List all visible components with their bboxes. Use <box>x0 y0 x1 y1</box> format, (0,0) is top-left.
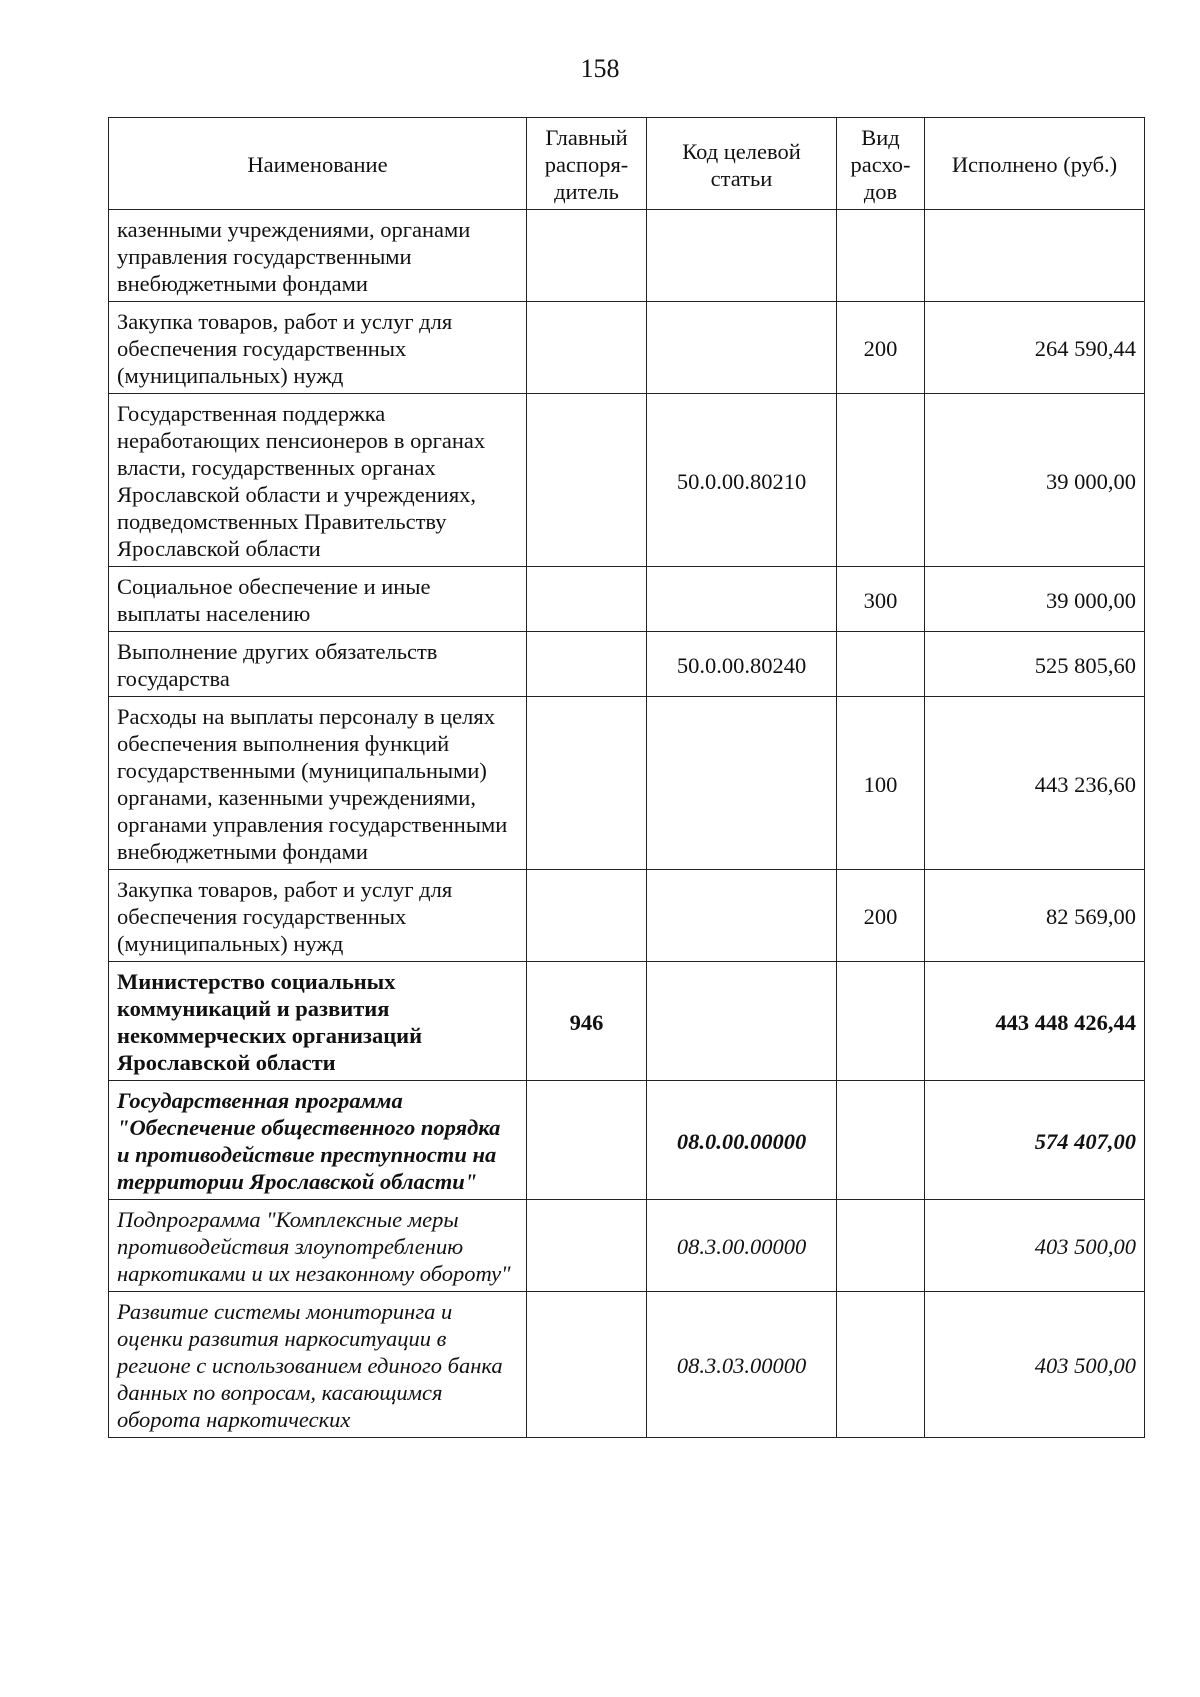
table-body <box>109 210 1145 1438</box>
row-code <box>647 962 837 1081</box>
row-code: 50.0.00.80240 <box>647 632 837 697</box>
row-type <box>837 962 925 1081</box>
header-code: Код целевой статьи <box>647 118 837 210</box>
table-row <box>109 697 1145 870</box>
table-row <box>109 1292 1145 1438</box>
row-name: Закупка товаров, работ и услуг для обеспечения государственных (муниципальных) нужд <box>109 870 527 962</box>
row-type: 200 <box>837 870 925 962</box>
table-row <box>109 1081 1145 1200</box>
row-amount: 525 805,60 <box>925 632 1145 697</box>
table-row <box>109 302 1145 394</box>
row-manager <box>527 870 647 962</box>
row-manager <box>527 210 647 302</box>
row-code: 08.3.03.00000 <box>647 1292 837 1438</box>
row-amount: 574 407,00 <box>925 1081 1145 1200</box>
row-type <box>837 632 925 697</box>
row-code <box>647 567 837 632</box>
header-row <box>109 118 1145 210</box>
row-code <box>647 870 837 962</box>
row-amount: 443 448 426,44 <box>925 962 1145 1081</box>
table-row <box>109 567 1145 632</box>
row-manager <box>527 1081 647 1200</box>
table-header <box>109 118 1145 210</box>
row-manager <box>527 1292 647 1438</box>
row-type: 300 <box>837 567 925 632</box>
row-code: 08.3.00.00000 <box>647 1200 837 1292</box>
row-type <box>837 1081 925 1200</box>
row-name: Развитие системы мониторинга и оценки развития наркоситуации в регионе с использованием единого банка данных по вопросам, касающимся оборота наркотических <box>109 1292 527 1438</box>
row-code <box>647 302 837 394</box>
row-name: Подпрограмма "Комплексные меры противодействия злоупотреблению наркотиками и их незаконному обороту" <box>109 1200 527 1292</box>
header-type: Вид расхо-дов <box>837 118 925 210</box>
budget-execution-table <box>108 117 1145 1438</box>
table-row <box>109 210 1145 302</box>
row-name: казенными учреждениями, органами управления государственными внебюджетными фондами <box>109 210 527 302</box>
row-name: Государственная поддержка неработающих пенсионеров в органах власти, государственных органах Ярославской области и учреждениях, подведомственных Правительству Ярославской области <box>109 394 527 567</box>
row-manager <box>527 302 647 394</box>
row-amount: 403 500,00 <box>925 1200 1145 1292</box>
row-name: Выполнение других обязательств государства <box>109 632 527 697</box>
row-name: Социальное обеспечение и иные выплаты населению <box>109 567 527 632</box>
row-code: 08.0.00.00000 <box>647 1081 837 1200</box>
header-name: Наименование <box>109 118 527 210</box>
row-manager: 946 <box>527 962 647 1081</box>
row-manager <box>527 567 647 632</box>
row-code <box>647 210 837 302</box>
row-type <box>837 1200 925 1292</box>
row-code <box>647 697 837 870</box>
row-type: 200 <box>837 302 925 394</box>
row-amount: 39 000,00 <box>925 394 1145 567</box>
header-manager: Главный распоря-дитель <box>527 118 647 210</box>
row-amount: 264 590,44 <box>925 302 1145 394</box>
row-type <box>837 394 925 567</box>
table-row <box>109 870 1145 962</box>
row-name: Государственная программа "Обеспечение общественного порядка и противодействие преступности на территории Ярославской области" <box>109 1081 527 1200</box>
row-amount: 403 500,00 <box>925 1292 1145 1438</box>
row-type <box>837 1292 925 1438</box>
row-manager <box>527 632 647 697</box>
row-manager <box>527 1200 647 1292</box>
row-manager <box>527 697 647 870</box>
row-amount: 39 000,00 <box>925 567 1145 632</box>
row-manager <box>527 394 647 567</box>
row-amount: 443 236,60 <box>925 697 1145 870</box>
table-row <box>109 632 1145 697</box>
table-row <box>109 1200 1145 1292</box>
header-amount: Исполнено (руб.) <box>925 118 1145 210</box>
row-type <box>837 210 925 302</box>
row-name: Министерство социальных коммуникаций и развития некоммерческих организаций Ярославской области <box>109 962 527 1081</box>
table-row <box>109 394 1145 567</box>
row-code: 50.0.00.80210 <box>647 394 837 567</box>
row-name: Расходы на выплаты персоналу в целях обеспечения выполнения функций государственными (муниципальными) органами, казенными учреждениями, органами управления государственными внебюджетными фондами <box>109 697 527 870</box>
row-amount <box>925 210 1145 302</box>
row-name: Закупка товаров, работ и услуг для обеспечения государственных (муниципальных) нужд <box>109 302 527 394</box>
table-row <box>109 962 1145 1081</box>
row-amount: 82 569,00 <box>925 870 1145 962</box>
row-type: 100 <box>837 697 925 870</box>
page-number: 158 <box>580 54 620 83</box>
